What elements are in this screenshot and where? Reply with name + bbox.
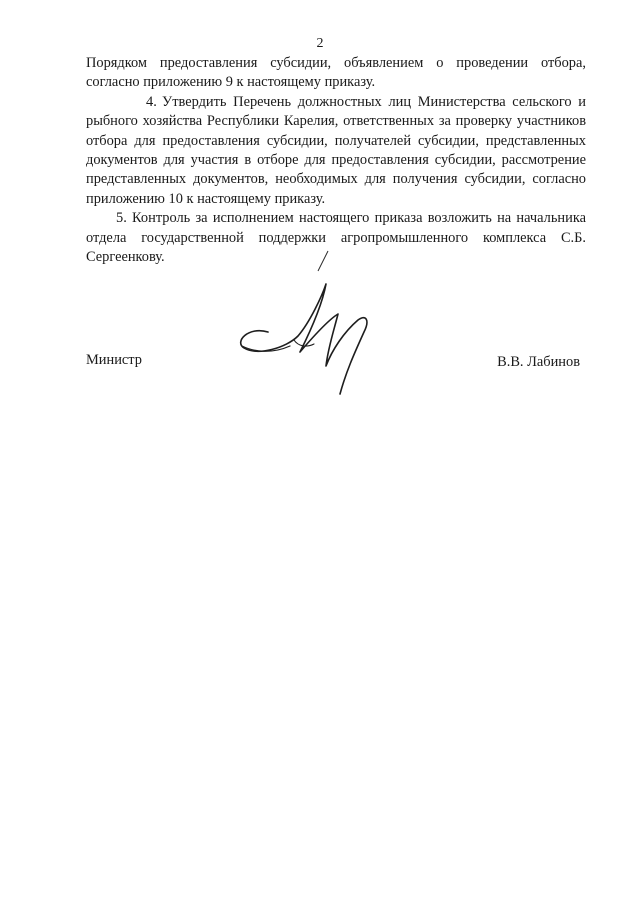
paragraph-text: Порядком предоставления субсидии, объявлением о проведении отбора, согласно приложению 9 к настоящему приказу. (86, 55, 586, 91)
paragraph-item-4 (86, 93, 586, 209)
signature-block (86, 352, 586, 376)
paragraph-text: 5. Контроль за исполнением настоящего приказа возложить на начальника отдела государственной поддержки агропромышленного комплекса С.Б. Сергеенкову. (86, 210, 586, 266)
signatory-name: В.В. Лабинов (497, 354, 580, 370)
paragraph-continuation (86, 54, 586, 93)
pen-tick-mark (316, 250, 330, 272)
paragraph-number: 4. (146, 93, 157, 110)
handwritten-signature (228, 276, 378, 400)
document-body (86, 54, 586, 267)
signatory-title: Министр (86, 352, 142, 368)
paragraph-item-5 (86, 209, 586, 267)
paragraph-text: Утвердить Перечень должностных лиц Министерства сельского и рыбного хозяйства Республики Карелия, ответственных за проверку участников отбора для предоставления субсидии, получателей субсидии, представленных документов для участия в отборе для предоставления субсидии, рассмотрение представленных документов, необходимых для получения субсидии, согласно приложению 10 к настоящему приказу. (86, 93, 586, 207)
page-number: 2 (316, 36, 324, 51)
